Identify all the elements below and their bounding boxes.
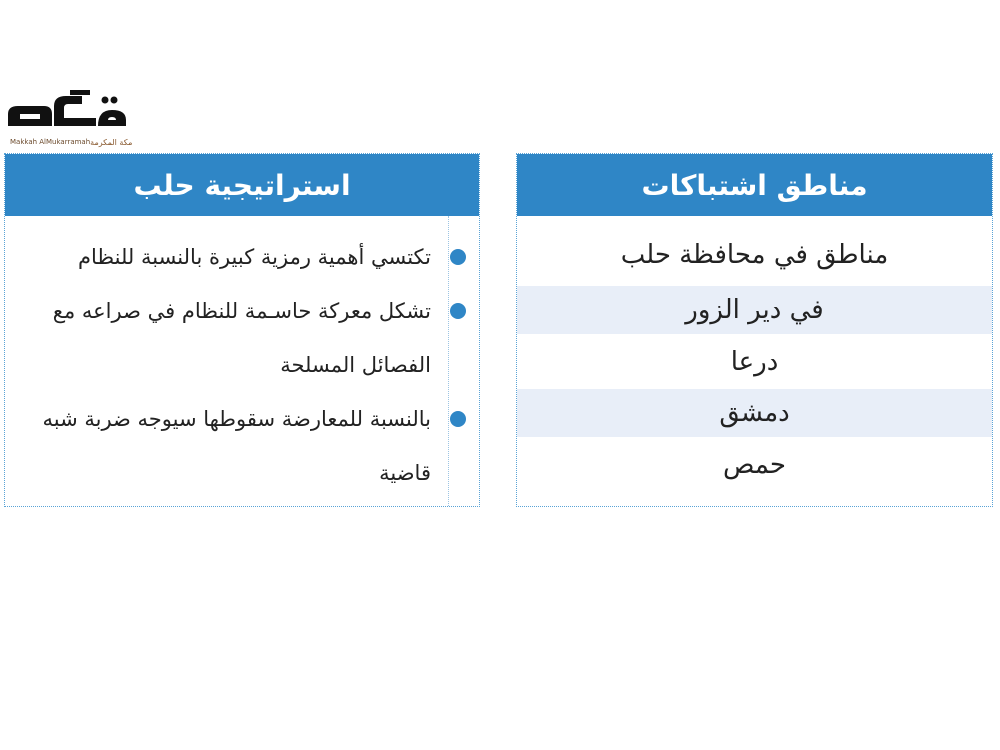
zone-row: حمص bbox=[723, 449, 786, 480]
zones-list bbox=[517, 216, 992, 492]
bullet-icon bbox=[450, 411, 466, 427]
strategy-item bbox=[17, 392, 431, 500]
logo-caption bbox=[10, 136, 133, 148]
strategy-item-text: تشكل معركة حاسـمة للنظام في صراعه مع الفصائل المسلحة bbox=[52, 299, 431, 377]
logo-caption-en: Makkah AlMukarramah bbox=[10, 138, 91, 146]
logo-caption-ar: مكة المكرمة bbox=[90, 137, 133, 147]
strategy-item bbox=[17, 284, 431, 392]
makkah-logo bbox=[4, 86, 133, 150]
zone-row: مناطق في محافظة حلب bbox=[620, 240, 889, 270]
makkah-logo-mark bbox=[4, 86, 128, 136]
zones-panel-title: مناطق اشتباكات bbox=[517, 154, 992, 216]
zone-row: في دير الزور bbox=[517, 286, 992, 334]
bullet-rail bbox=[448, 216, 449, 506]
bullet-icon bbox=[450, 303, 466, 319]
strategy-item-text: تكتسي أهمية رمزية كبيرة بالنسبة للنظام bbox=[77, 245, 431, 269]
zone-row: دمشق bbox=[517, 389, 992, 437]
bullet-icon bbox=[450, 249, 466, 265]
zones-panel bbox=[516, 153, 993, 507]
strategy-item-text: بالنسبة للمعارضة سقوطها سيوجه ضربة شبه قاضية bbox=[42, 407, 431, 485]
strategy-item bbox=[17, 230, 431, 284]
strategy-panel-title: استراتيجية حلب bbox=[5, 154, 479, 216]
strategy-list bbox=[5, 216, 479, 500]
zone-row: درعا bbox=[730, 346, 779, 377]
strategy-panel bbox=[4, 153, 480, 507]
